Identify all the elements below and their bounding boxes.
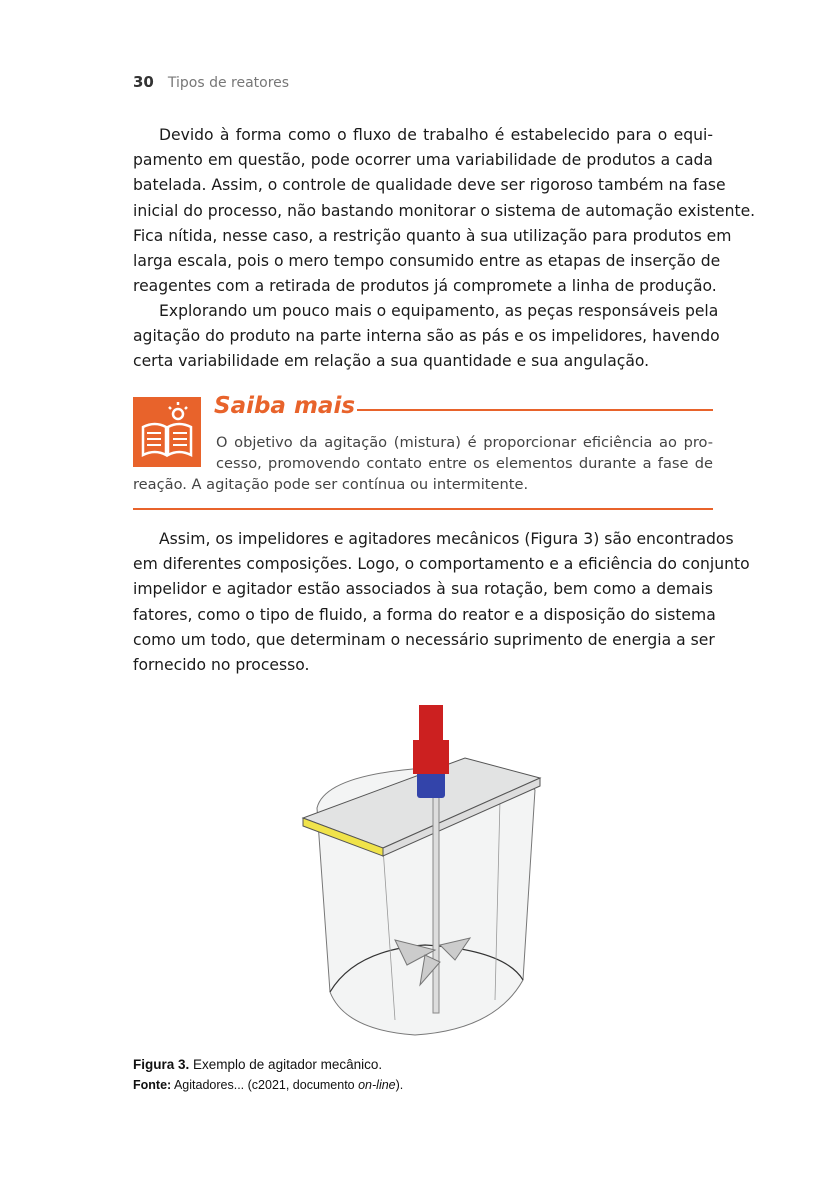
- text-line: Assim, os impelidores e agitadores mecânicos (Figura 3) são encontrados: [159, 530, 734, 548]
- figure-caption: [133, 1054, 403, 1096]
- paragraph-1: [133, 123, 756, 299]
- text-line: cesso, promovendo contato entre os elementos durante a fase de: [216, 455, 713, 472]
- text-line: pamento em questão, pode ocorrer uma variabilidade de produtos a cada: [133, 151, 713, 170]
- agitator-figure: [295, 700, 550, 1040]
- chapter-title: Tipos de reatores: [167, 75, 290, 91]
- figure-label: Figura 3.: [133, 1057, 190, 1072]
- paragraph-2: [133, 299, 720, 375]
- text-line: certa variabilidade em relação a sua quantidade e sua angulação.: [133, 352, 650, 371]
- page-number: 30: [133, 73, 154, 91]
- saiba-mais-text: [133, 432, 713, 495]
- text-line: inicial do processo, não bastando monitorar o sistema de automação existente.: [133, 201, 756, 220]
- running-header: [133, 73, 289, 91]
- source-label: Fonte:: [133, 1078, 172, 1092]
- text-line: em diferentes composições. Logo, o comportamento e a eficiência do conjunto: [133, 555, 750, 574]
- source-italic: on-line: [358, 1078, 396, 1092]
- text-line: reagentes com a retirada de produtos já compromete a linha de produção.: [133, 277, 717, 296]
- text-line: como um todo, que determinam o necessário suprimento de energia a ser: [133, 630, 715, 649]
- figure-caption-text: Exemplo de agitador mecânico.: [189, 1057, 383, 1072]
- text-line: Explorando um pouco mais o equipamento, as peças responsáveis pela: [159, 302, 719, 320]
- paragraph-3: [133, 527, 750, 678]
- text-line: reação. A agitação pode ser contínua ou intermitente.: [133, 476, 529, 493]
- text-line: agitação do produto na parte interna são as pás e os impelidores, havendo: [133, 327, 720, 346]
- text-line: impelidor e agitador estão associados à sua rotação, bem como a demais: [133, 580, 713, 599]
- box-bottom-rule: [133, 508, 713, 510]
- text-line: fornecido no processo.: [133, 655, 310, 674]
- text-line: larga escala, pois o mero tempo consumido entre as etapas de inserção de: [133, 251, 721, 270]
- title-rule: [357, 409, 713, 411]
- text-line: batelada. Assim, o controle de qualidade deve ser rigoroso também na fase: [133, 176, 726, 195]
- text-line: fatores, como o tipo de fluido, a forma do reator e a disposição do sistema: [133, 605, 716, 624]
- text-line: Devido à forma como o fluxo de trabalho é estabelecido para o equi-: [159, 126, 713, 144]
- source-end: ).: [395, 1078, 404, 1092]
- source-text: Agitadores... (c2021, documento: [171, 1078, 359, 1092]
- saiba-mais-title: Saiba mais: [214, 393, 356, 419]
- text-line: O objetivo da agitação (mistura) é proporcionar eficiência ao pro-: [216, 434, 713, 451]
- text-line: Fica nítida, nesse caso, a restrição quanto à sua utilização para produtos em: [133, 226, 732, 245]
